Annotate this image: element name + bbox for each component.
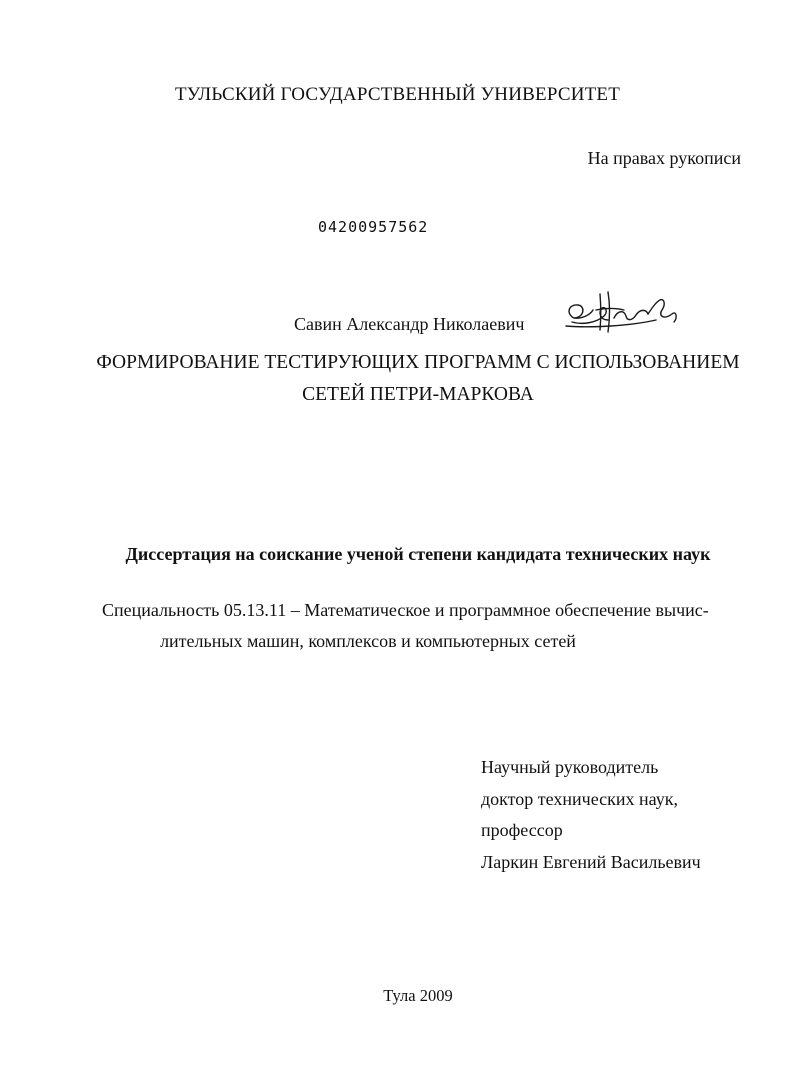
specialty-line-1: Специальность 05.13.11 – Математическое и программное обеспечение вычис- — [102, 600, 709, 620]
specialty-line-2: лительных машин, комплексов и компьютерных сетей — [160, 631, 576, 651]
supervisor-name: Ларкин Евгений Васильевич — [481, 851, 701, 872]
university-name: ТУЛЬСКИЙ ГОСУДАРСТВЕННЫЙ УНИВЕРСИТЕТ — [174, 84, 621, 105]
supervisor-title: профессор — [481, 820, 563, 840]
supervisor-degree: доктор технических наук, — [481, 788, 678, 809]
manuscript-rights-note: На правах рукописи — [587, 148, 741, 168]
degree-statement: Диссертация на соискание ученой степени кандидата технических наук — [125, 544, 711, 564]
author-signature — [560, 288, 685, 336]
dissertation-title-line-2: СЕТЕЙ ПЕТРИ-МАРКОВА — [302, 384, 534, 405]
dissertation-title-line-1: ФОРМИРОВАНИЕ ТЕСТИРУЮЩИХ ПРОГРАММ С ИСПОЛЬЗОВАНИЕМ — [96, 352, 740, 373]
supervisor-role: Научный руководитель — [481, 757, 659, 777]
document-number-stamp: 04200957562 — [318, 218, 429, 236]
author-name: Савин Александр Николаевич — [294, 314, 525, 334]
supervisor-block — [481, 752, 701, 878]
city-and-year: Тула 2009 — [383, 986, 453, 1005]
